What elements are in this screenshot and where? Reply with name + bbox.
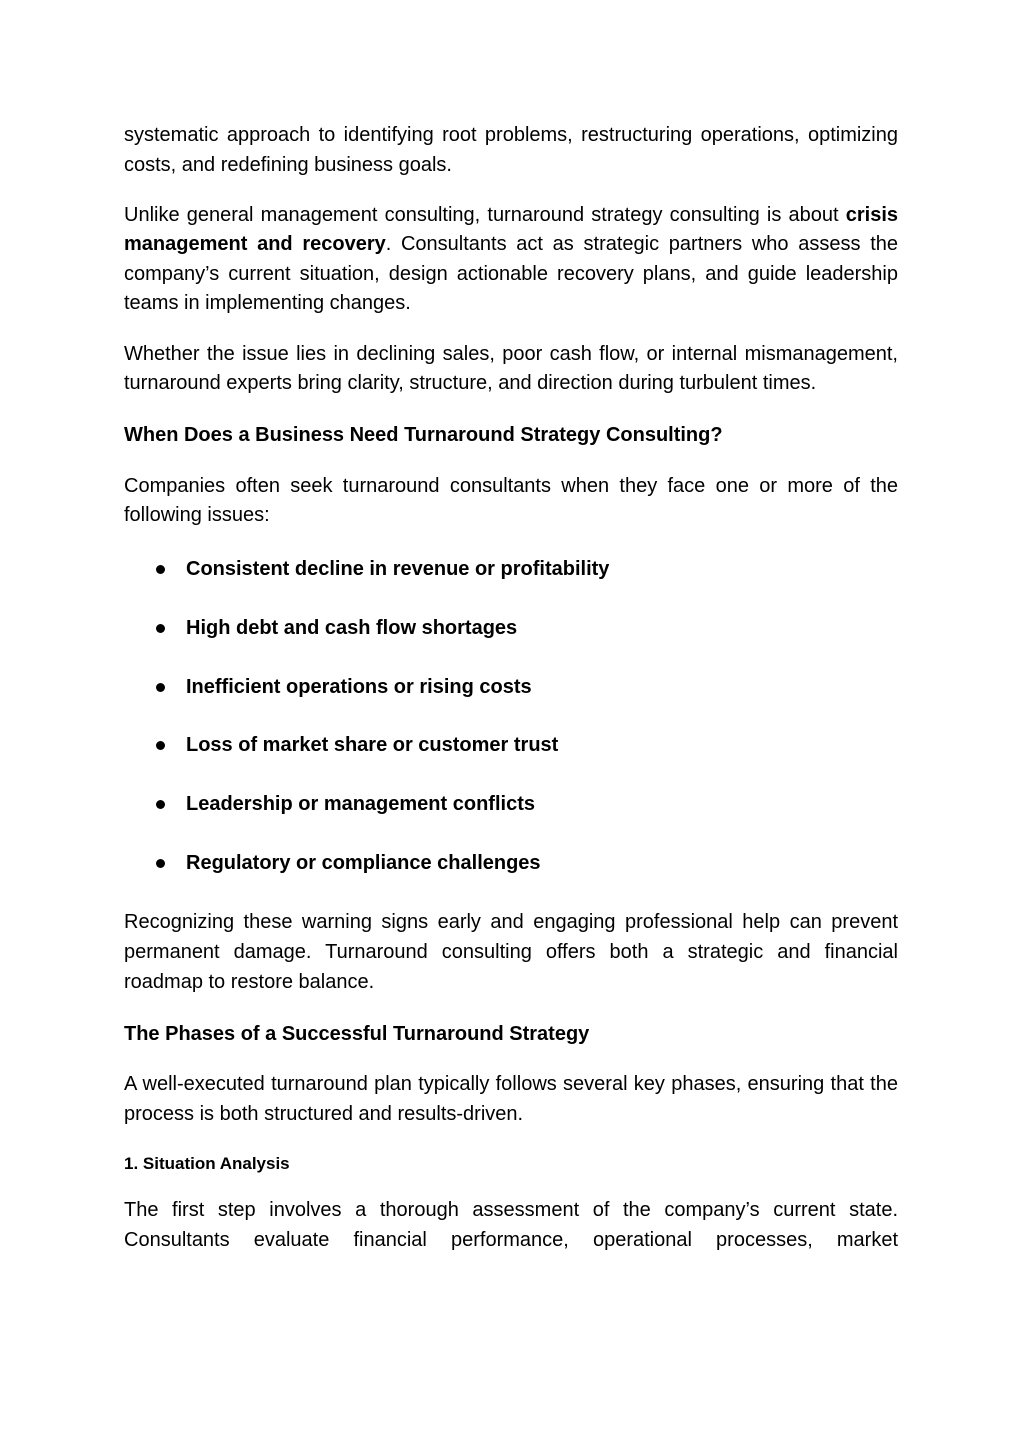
paragraph-whether: Whether the issue lies in declining sales, poor cash flow, or internal mismanagement, turnaround experts bring clarity, structure, and direction during turbulent times. [124, 342, 898, 395]
section-heading-phases: The Phases of a Successful Turnaround Strategy [124, 1022, 590, 1045]
section-heading-when: When Does a Business Need Turnaround Strategy Consulting? [124, 424, 723, 447]
paragraph-unlike-text-start: Unlike general management consulting, turnaround strategy consulting is about [124, 203, 846, 226]
paragraph-unlike-bold: crisis management and recovery [124, 203, 898, 256]
list-item-text: Loss of market share or customer trust [186, 734, 559, 757]
paragraph-unlike-text-end: . Consultants act as strategic partners who assess the company’s current situation, design actionable recovery plans, and guide leadership teams in implementing changes. [124, 233, 899, 315]
phase-1-text: The first step involves a thorough assessment of the company’s current state. Consultants evaluate financial performance, operational processes, market [124, 1199, 898, 1251]
bullet-icon [156, 741, 165, 750]
list-item-text: High debt and cash flow shortages [186, 616, 518, 639]
bullet-icon [156, 859, 165, 868]
list-item [124, 790, 898, 820]
issues-list [124, 555, 898, 880]
paragraph-unlike [124, 201, 898, 319]
phase-1-heading: 1. Situation Analysis [124, 1154, 290, 1173]
bullet-icon [156, 800, 165, 809]
bullet-icon [156, 624, 165, 633]
list-item [124, 731, 898, 761]
section-when-intro: Companies often seek turnaround consultants when they face one or more of the following issues: [124, 474, 898, 527]
list-item [124, 849, 898, 879]
list-item-text: Consistent decline in revenue or profitability [186, 557, 610, 580]
list-item [124, 673, 898, 703]
intro-paragraph: systematic approach to identifying root problems, restructuring operations, optimizing costs, and redefining business goals. [124, 124, 898, 176]
list-item-text: Inefficient operations or rising costs [186, 675, 532, 698]
issues-list-wrapper [124, 552, 898, 880]
list-item [124, 614, 898, 644]
list-item-text: Leadership or management conflicts [186, 793, 535, 816]
bullet-icon [156, 683, 165, 692]
section-phases-intro: A well-executed turnaround plan typically follows several key phases, ensuring that the process is both structured and results-driven. [124, 1073, 898, 1125]
section-when-closing: Recognizing these warning signs early and engaging professional help can prevent permanent damage. Turnaround consulting offers both a strategic and financial roadmap to restore balance. [124, 911, 898, 993]
document-page [124, 121, 898, 1276]
list-item [124, 555, 898, 585]
bullet-icon [156, 565, 165, 574]
list-item-text: Regulatory or compliance challenges [186, 852, 541, 875]
